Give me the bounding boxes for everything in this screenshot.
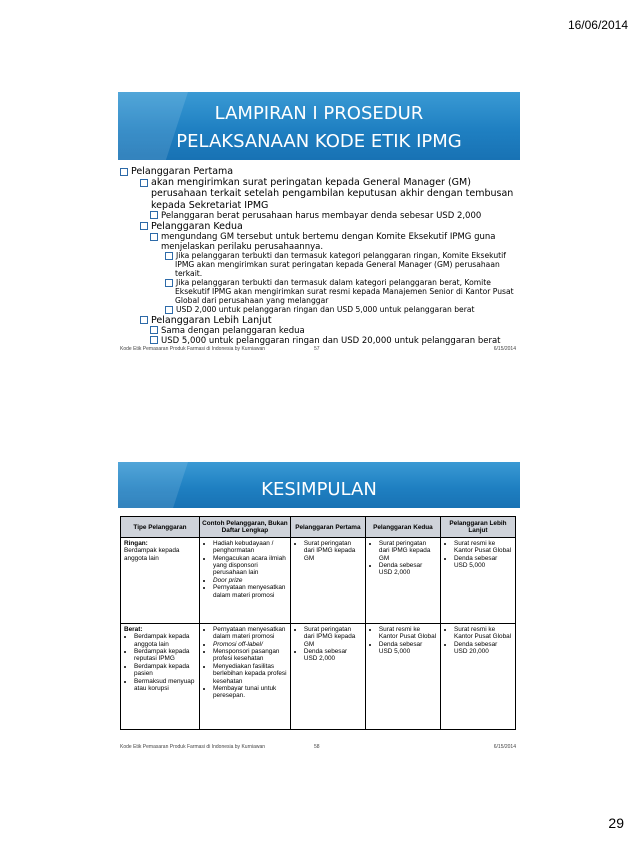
footer-date: 6/15/2014 <box>493 744 516 750</box>
table-cell <box>440 538 515 624</box>
list-item: • Bermaksud menyuap atau korupsi <box>134 678 196 693</box>
page-number: 29 <box>608 815 624 831</box>
table-cell <box>200 538 291 624</box>
list-item: • Pernyataan menyesatkan dalam materi promosi <box>213 626 287 641</box>
slide-lampiran <box>118 92 520 354</box>
table-header: Tipe Pelanggaran <box>121 517 200 538</box>
slide-title: KESIMPULAN <box>261 479 377 500</box>
list-item: • Mensponsori pasangan profesi kesehatan <box>213 648 287 663</box>
checkbox-bullet-icon <box>165 252 173 260</box>
checkbox-bullet-icon <box>150 211 158 219</box>
footer-date: 6/15/2014 <box>493 346 516 352</box>
list-item: • Menyediakan fasilitas berlebihan kepada profesi kesehatan <box>213 663 287 685</box>
list-item: • Surat peringatan dari IPMG kepada GM <box>304 626 362 648</box>
category-title: Ringan: <box>124 540 148 547</box>
table-header: Pelanggaran Kedua <box>365 517 440 538</box>
table-row <box>121 538 516 624</box>
list-item: • Berdampak kepada pasien <box>134 663 196 678</box>
table-cell <box>121 538 200 624</box>
table-header: Pelanggaran Pertama <box>290 517 365 538</box>
slide-title-banner <box>118 92 520 160</box>
list-item: • Door prize <box>213 577 287 584</box>
list-item: • Surat resmi ke Kantor Pusat Global <box>454 626 512 641</box>
slide-footer <box>118 344 520 354</box>
table-cell <box>440 624 515 730</box>
checkbox-bullet-icon <box>140 222 148 230</box>
summary-table <box>120 516 516 730</box>
bullet-item: Sama dengan pelanggaran kedua <box>120 326 516 336</box>
list-item: • Denda sebesar USD 5,000 <box>454 555 512 570</box>
checkbox-bullet-icon <box>140 316 148 324</box>
bullet-item: mengundang GM tersebut untuk bertemu dengan Komite Eksekutif IPMG guna menjelaskan perilaku perusahaannya. <box>120 232 516 252</box>
bullet-item: Jika pelanggaran terbukti dan termasuk kategori pelanggaran ringan, Komite Eksekutif IPMG akan mengirimkan surat peringatan kepada General Manager (GM) perusahaan terkait. <box>120 252 516 279</box>
table-row <box>121 624 516 730</box>
list-item: • Promosi off-label/ <box>213 641 287 648</box>
checkbox-bullet-icon <box>150 326 158 334</box>
table-header: Pelanggaran Lebih Lanjut <box>440 517 515 538</box>
list-item: • Denda sebesar USD 20,000 <box>454 641 512 656</box>
page-date: 16/06/2014 <box>567 18 628 32</box>
bullet-item: USD 2,000 untuk pelanggaran ringan dan USD 5,000 untuk pelanggaran berat <box>120 306 516 315</box>
list-item: • Denda sebesar USD 2,000 <box>379 562 437 577</box>
table-header-row <box>121 517 516 538</box>
bullet-item: USD 5,000 untuk pelanggaran ringan dan USD 20,000 untuk pelanggaran berat <box>120 336 516 346</box>
table-cell <box>290 624 365 730</box>
table-cell <box>200 624 291 730</box>
slide-footer <box>118 742 520 752</box>
category-desc: Berdampak kepada anggota lain <box>124 547 180 562</box>
table-cell <box>290 538 365 624</box>
list-item: • Surat peringatan dari IPMG kepada GM <box>304 540 362 562</box>
footer-slide-number: 58 <box>314 744 320 750</box>
slide-title-line1: LAMPIRAN I PROSEDUR <box>214 103 424 124</box>
checkbox-bullet-icon <box>140 179 148 187</box>
list-item: • Berdampak kepada anggota lain <box>134 633 196 648</box>
list-item: • Surat resmi ke Kantor Pusat Global <box>454 540 512 555</box>
footer-source: Kode Etik Pemasaran Produk Farmasi di Indonesia by Kurniawan <box>120 346 266 352</box>
table-cell <box>365 624 440 730</box>
bullet-item: Pelanggaran berat perusahaan harus membayar denda sebesar USD 2,000 <box>120 211 516 221</box>
list-item: • Denda sebesar USD 2,000 <box>304 648 362 663</box>
bullet-item: Pelanggaran Pertama <box>120 166 516 177</box>
category-title: Berat: <box>124 626 143 633</box>
bullet-item: Pelanggaran Lebih Lanjut <box>120 315 516 326</box>
slide-title-banner <box>118 462 520 508</box>
list-item: • Hadiah kebudayaan / penghormatan <box>213 540 287 555</box>
slide-kesimpulan <box>118 462 520 752</box>
list-item: • Surat resmi ke Kantor Pusat Global <box>379 626 437 641</box>
checkbox-bullet-icon <box>165 306 173 314</box>
checkbox-bullet-icon <box>165 279 173 287</box>
footer-source: Kode Etik Pemasaran Produk Farmasi di Indonesia by Kurniawan <box>120 744 266 750</box>
footer-slide-number: 57 <box>314 346 320 352</box>
list-item: • Membayar tunai untuk peresepan. <box>213 685 287 700</box>
slide-title-line2: PELAKSANAAN KODE ETIK IPMG <box>176 131 462 152</box>
list-item: • Pernyataan menyesatkan dalam materi promosi <box>213 584 287 599</box>
bullet-item: akan mengirimkan surat peringatan kepada General Manager (GM) perusahaan terkait setelah pengambilan keputusan akhir dengan tembusan kepada Sekretariat IPMG <box>120 177 516 211</box>
list-item: • Mengacukan acara ilmiah yang disponsori perusahaan lain <box>213 555 287 577</box>
bullet-item: Pelanggaran Kedua <box>120 221 516 232</box>
list-item: • Denda sebesar USD 5,000 <box>379 641 437 656</box>
list-item: • Berdampak kepada reputasi IPMG <box>134 648 196 663</box>
table-cell <box>365 538 440 624</box>
checkbox-bullet-icon <box>150 233 158 241</box>
bullet-list <box>120 166 516 346</box>
list-item: • Surat peringatan dari IPMG kepada GM <box>379 540 437 562</box>
table-cell <box>121 624 200 730</box>
checkbox-bullet-icon <box>120 168 128 176</box>
table-header: Contoh Pelanggaran, Bukan Daftar Lengkap <box>200 517 291 538</box>
bullet-item: Jika pelanggaran terbukti dan termasuk dalam kategori pelanggaran berat, Komite Eksekutif IPMG akan mengirimkan surat resmi kepada Manajemen Senior di Kantor Pusat Global dari perusahaan yang melanggar <box>120 279 516 306</box>
